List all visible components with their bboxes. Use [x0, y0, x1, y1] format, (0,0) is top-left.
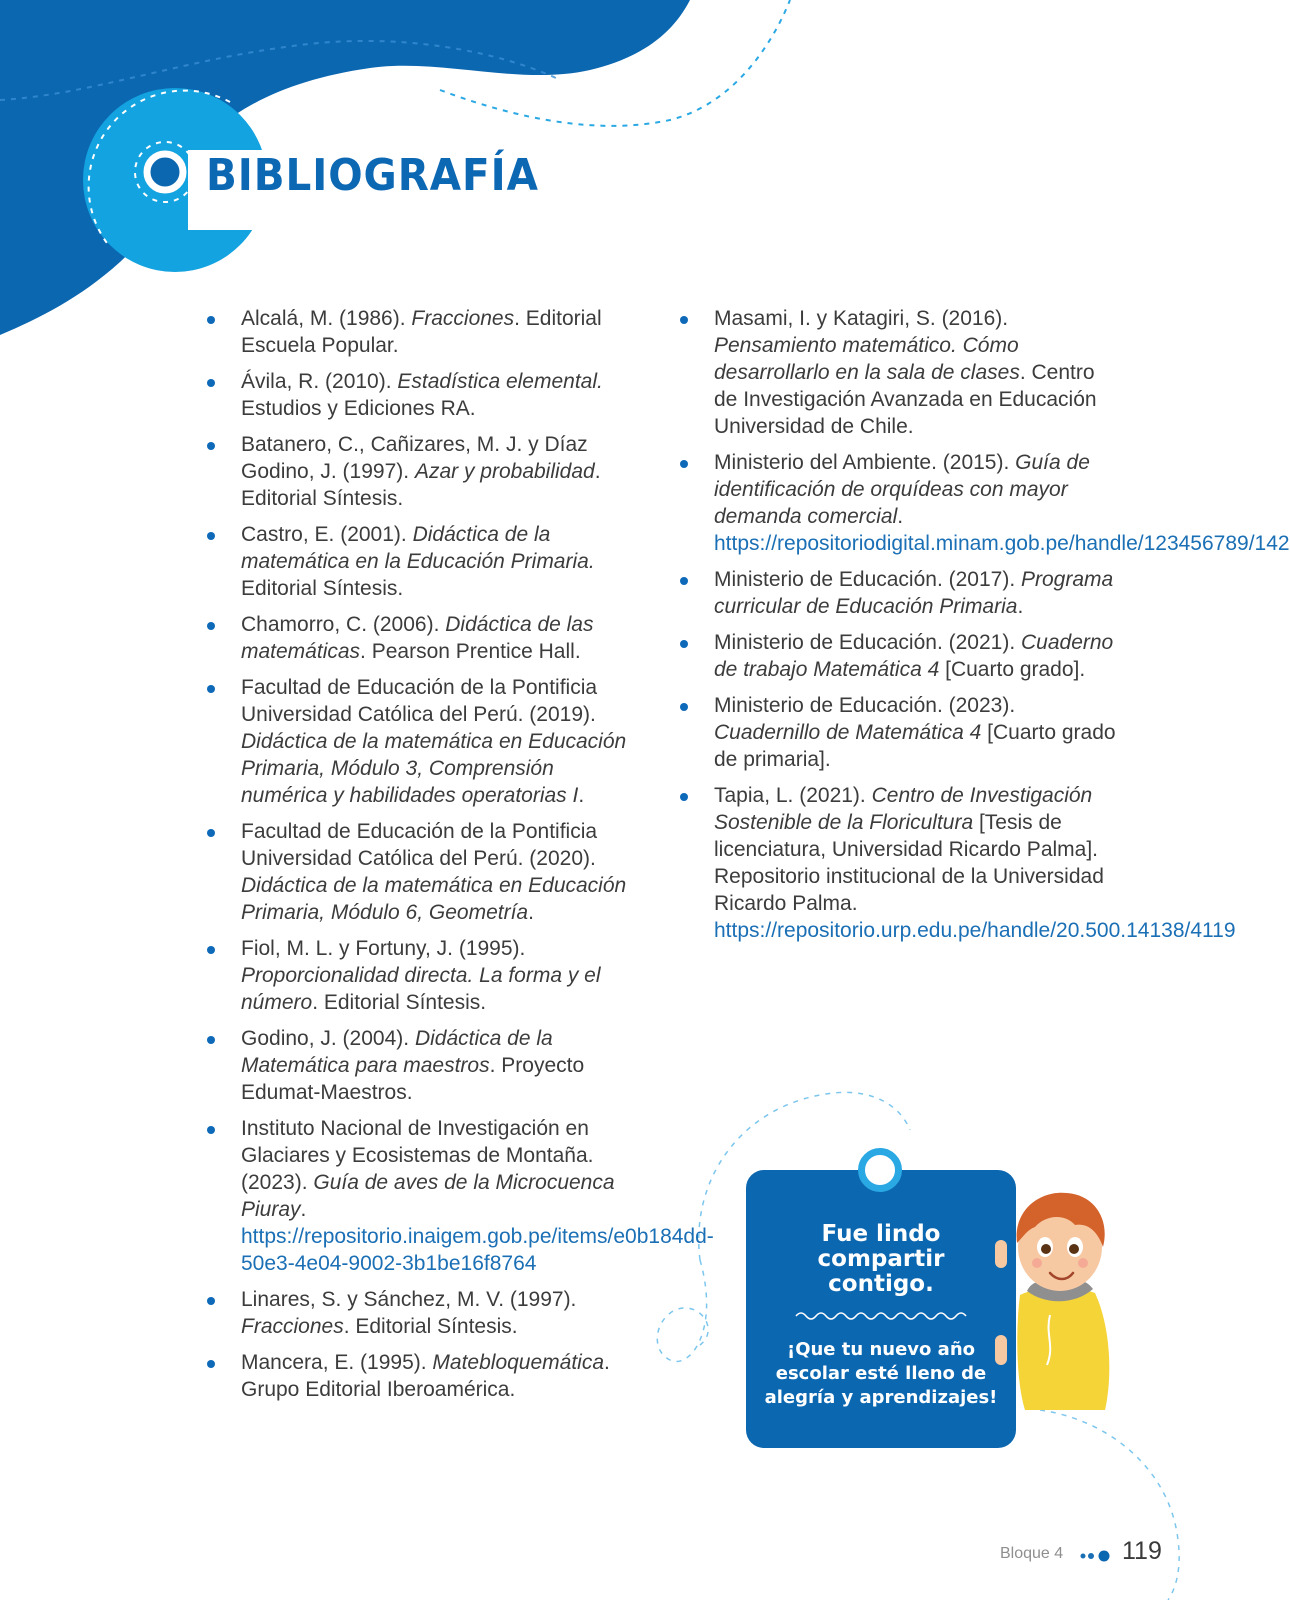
entry-text: Castro, E. (2001). — [241, 523, 413, 546]
entry-text: . Proyecto Edumat-Maestros. — [241, 1054, 585, 1104]
entry-title: Programa curricular de Educación Primaria — [714, 568, 1114, 618]
bibliography-entry — [678, 692, 1118, 773]
bibliography-left-column — [205, 305, 714, 1412]
bibliography-entry — [205, 431, 635, 512]
bibliography-entry — [678, 782, 1236, 944]
entry-text: Batanero, C., Cañizares, M. J. y Díaz Godino, J. (1997). — [241, 433, 588, 483]
boy-illustration — [995, 1185, 1115, 1415]
entry-title: Fracciones — [411, 307, 515, 330]
entry-text: Ávila, R. (2010). — [241, 370, 398, 393]
bibliography-entry — [205, 818, 635, 926]
entry-text: [Cuarto grado]. — [939, 658, 1086, 681]
bibliography-entry — [205, 305, 635, 359]
entry-text: Mancera, E. (1995). — [241, 1351, 433, 1374]
bibliography-entry — [678, 449, 1290, 557]
entry-text: Ministerio de Educación. (2021). — [714, 631, 1021, 654]
entry-title: Estadística elemental. — [397, 370, 603, 393]
entry-title: Centro de Investigación Sostenible de la Floricultura — [714, 784, 1093, 834]
entry-text: Estudios y Ediciones RA. — [241, 397, 476, 420]
entry-text: Tapia, L. (2021). — [714, 784, 872, 807]
bibliography-entry — [205, 935, 635, 1016]
card-message: ¡Que tu nuevo año escolar esté lleno de alegría y aprendizajes! — [764, 1339, 998, 1408]
entry-text: . — [578, 784, 585, 807]
entry-text: Ministerio de Educación. (2023). — [714, 694, 1016, 717]
card-title: Fue lindo compartir contigo. — [817, 1221, 945, 1297]
footer-section-label: Bloque 4 — [1000, 1545, 1064, 1562]
farewell-card — [746, 1170, 1016, 1448]
entry-text: Linares, S. y Sánchez, M. V. (1997). — [241, 1288, 577, 1311]
entry-title: Azar y probabilidad — [414, 460, 595, 483]
entry-link[interactable]: https://repositorio.inaigem.gob.pe/items/e0b184dd-50e3-4e04-9002-3b1be16f8764 — [241, 1225, 714, 1275]
entry-text: . Editorial Síntesis. — [343, 1315, 518, 1338]
entry-title: Matebloquemática — [432, 1351, 605, 1374]
entry-text: . — [528, 901, 534, 924]
entry-title: Didáctica de las matemáticas — [241, 613, 594, 663]
entry-title: Cuadernillo de Matemática 4 — [714, 721, 982, 744]
entry-text: . Editorial Escuela Popular. — [241, 307, 602, 357]
entry-text: Chamorro, C. (2006). — [241, 613, 446, 636]
entry-text: Ministerio de Educación. (2017). — [714, 568, 1021, 591]
bibliography-entry — [678, 305, 1118, 440]
entry-title: Pensamiento matemático. Cómo desarrollarlo en la sala de clases — [714, 334, 1020, 384]
entry-text: [Tesis de licenciatura, Universidad Ricardo Palma]. Repositorio institucional de la Universidad Ricardo Palma. — [714, 811, 1104, 915]
entry-text: Ministerio del Ambiente. (2015). — [714, 451, 1016, 474]
bibliography-entry — [205, 1349, 635, 1403]
page-number: 119 — [1122, 1537, 1162, 1565]
entry-text: Facultad de Educación de la Pontificia Universidad Católica del Perú. (2020). — [241, 820, 598, 870]
bibliography-entry — [205, 611, 635, 665]
entry-text: Alcalá, M. (1986). — [241, 307, 412, 330]
entry-text: Fiol, M. L. y Fortuny, J. (1995). — [241, 937, 526, 960]
entry-text: . — [300, 1198, 307, 1221]
entry-text: Editorial Síntesis. — [241, 577, 404, 600]
entry-title: Didáctica de la matemática en Educación Primaria, Módulo 6, Geometría — [241, 874, 627, 924]
bibliography-entry — [205, 1025, 635, 1106]
entry-title: Didáctica de la Matemática para maestros — [241, 1027, 553, 1077]
card-ring-icon — [858, 1148, 902, 1192]
wave-divider-icon — [796, 1310, 966, 1322]
entry-text: . Pearson Prentice Hall. — [360, 640, 581, 663]
bibliography-entry — [678, 629, 1118, 683]
entry-text: . Editorial Síntesis. — [312, 991, 487, 1014]
entry-text: Instituto Nacional de Investigación en Glaciares y Ecosistemas de Montaña. (2023). — [241, 1117, 594, 1194]
entry-text: Masami, I. y Katagiri, S. (2016). — [714, 307, 1009, 330]
footer-dots-icon — [1080, 1550, 1116, 1562]
bibliography-entry — [205, 674, 635, 809]
entry-text: . — [1017, 595, 1024, 618]
entry-link[interactable]: https://repositorio.urp.edu.pe/handle/20.500.14138/4119 — [714, 919, 1236, 942]
bibliography-entry — [205, 1286, 635, 1340]
entry-link[interactable]: https://repositoriodigital.minam.gob.pe/handle/123456789/142 — [714, 532, 1290, 555]
entry-title: Didáctica de la matemática en Educación Primaria, Módulo 3, Comprensión numérica y habilidades operatorias I — [241, 730, 627, 807]
entry-text: [Cuarto grado de primaria]. — [714, 721, 1116, 771]
page-title: BIBLIOGRAFÍA — [206, 150, 539, 201]
entry-text: Godino, J. (2004). — [241, 1027, 415, 1050]
entry-text: . Centro de Investigación Avanzada en Educación Universidad de Chile. — [714, 361, 1097, 438]
entry-title: Proporcionalidad directa. La forma y el número — [241, 964, 601, 1014]
entry-title: Didáctica de la matemática en la Educación Primaria. — [241, 523, 595, 573]
entry-text: Facultad de Educación de la Pontificia Universidad Católica del Perú. (2019). — [241, 676, 598, 726]
entry-title: Cuaderno de trabajo Matemática 4 — [714, 631, 1114, 681]
bibliography-entry — [205, 521, 635, 602]
entry-text: . Grupo Editorial Iberoamérica. — [241, 1351, 610, 1401]
bibliography-entry — [678, 566, 1118, 620]
entry-title: Fracciones — [241, 1315, 344, 1338]
entry-title: Guía de aves de la Microcuenca Piuray — [241, 1171, 615, 1221]
bibliography-entry — [205, 1115, 714, 1277]
entry-text: . Editorial Síntesis. — [241, 460, 601, 510]
entry-title: Guía de identificación de orquídeas con mayor demanda comercial — [714, 451, 1090, 528]
bibliography-right-column — [678, 305, 1290, 953]
entry-text: . — [897, 505, 904, 528]
bibliography-entry — [205, 368, 635, 422]
